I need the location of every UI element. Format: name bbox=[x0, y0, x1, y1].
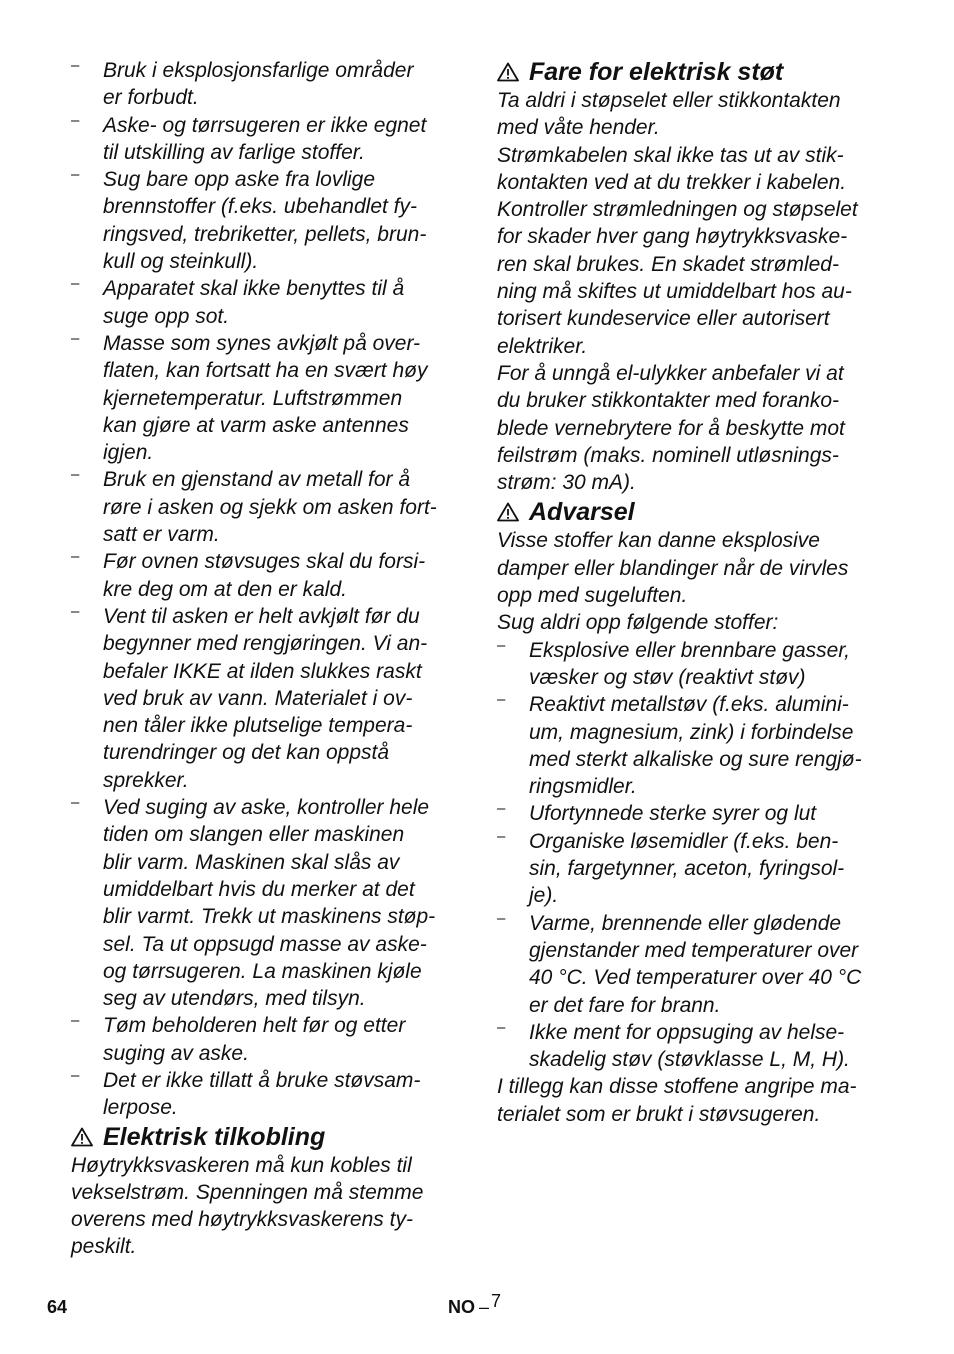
list-item: – Bruk i eksplosjonsfarlige områder er forbudt. bbox=[71, 57, 461, 112]
paragraph: Strømkabelen skal ikke tas ut av stik- kontakten ved at du trekker i kabelen. bbox=[497, 143, 847, 194]
section-page-id bbox=[448, 1291, 502, 1318]
dash-bullet bbox=[497, 637, 505, 654]
paragraph: Kontroller strømledningen og støpselet for skader hver gang høytrykksvaske- ren skal brukes. En skadet strømled- ning må skiftes ut umiddelbart hos au- torisert kundeservice eller autorisert elektriker. bbox=[497, 198, 858, 358]
dash-bullet bbox=[71, 603, 79, 620]
list-item: – Apparatet skal ikke benyttes til å suge opp sot. bbox=[71, 275, 461, 330]
paragraph: For å unngå el-ulykker anbefaler vi at du bruker stikkontakter med foranko- blede vernebrytere for å beskytte mot feilstrøm (maks. nominell utløsnings- strøm: 30 mA). bbox=[497, 361, 845, 495]
section-heading-warning: Advarsel bbox=[497, 497, 889, 527]
dash-bullet bbox=[71, 166, 79, 183]
dash-bullet bbox=[71, 112, 79, 129]
safety-list bbox=[71, 57, 461, 1122]
paragraph: I tillegg kan disse stoffene angripe ma- terialet som er brukt i støvsugeren. bbox=[497, 1075, 857, 1126]
page-dash: – bbox=[479, 1297, 490, 1317]
dash-bullet bbox=[71, 57, 79, 74]
page-number: 64 bbox=[47, 1297, 68, 1317]
warning-triangle-icon bbox=[497, 502, 519, 522]
list-item: – Vent til asken er helt avkjølt før du begynner med rengjøringen. Vi an- befaler IKKE at ilden slukkes raskt ved bruk av vann. Materialet i ov- nen tåler ikke plutselige tempera- turendringer og det kan oppstå sprekker. bbox=[71, 603, 461, 794]
language-code: NO bbox=[448, 1297, 475, 1317]
list-item: – Tøm beholderen helt før og etter suging av aske. bbox=[71, 1012, 461, 1067]
left-column bbox=[71, 57, 461, 1261]
paragraph: Visse stoffer kan danne eksplosive damper eller blandinger når de virvles opp med sugeluften. bbox=[497, 529, 849, 608]
warning-triangle-icon bbox=[497, 62, 519, 82]
list-item: – Det er ikke tillatt å bruke støvsam- lerpose. bbox=[71, 1067, 461, 1122]
dash-bullet bbox=[71, 548, 79, 565]
dash-bullet bbox=[497, 828, 505, 845]
dash-bullet bbox=[497, 691, 505, 708]
dash-bullet bbox=[71, 794, 79, 811]
paragraph: Ta aldri i støpselet eller stikkontakten med våte hender. bbox=[497, 89, 841, 140]
dash-bullet bbox=[71, 1012, 79, 1029]
list-item: – Masse som synes avkjølt på over- flaten, kan fortsatt ha en svært høy kjernetemperatur. Luftstrømmen kan gjøre at varm aske antennes igjen. bbox=[71, 330, 461, 466]
dash-bullet bbox=[497, 1019, 505, 1036]
list-item: – Ved suging av aske, kontroller hele tiden om slangen eller maskinen blir varm. Maskinen skal slås av umiddelbart hvis du merker at det blir varmt. Trekk ut maskinens støp- sel. Ta ut oppsugd masse av aske- og tørrsugeren. La maskinen kjøle seg av utendørs, med tilsyn. bbox=[71, 794, 461, 1012]
section-page-number: 7 bbox=[491, 1291, 502, 1311]
list-item: – Bruk en gjenstand av metall for å røre i asken og sjekk om asken fort- satt er varm. bbox=[71, 466, 461, 548]
list-item: – Ufortynnede sterke syrer og lut bbox=[497, 800, 889, 827]
list-item: – Sug bare opp aske fra lovlige brennstoffer (f.eks. ubehandlet fy- ringsved, trebriketter, pellets, brun- kull og steinkull). bbox=[71, 166, 461, 275]
dash-bullet bbox=[71, 466, 79, 483]
dash-bullet bbox=[71, 330, 79, 347]
list-item: – Eksplosive eller brennbare gasser, væsker og støv (reaktivt støv) bbox=[497, 637, 889, 692]
paragraph: Sug aldri opp følgende stoffer: bbox=[497, 611, 779, 635]
section-heading-electrical-connection: Elektrisk tilkobling bbox=[71, 1122, 461, 1152]
list-item: – Aske- og tørrsugeren er ikke egnet til utskilling av farlige stoffer. bbox=[71, 112, 461, 167]
dash-bullet bbox=[71, 1067, 79, 1084]
warning-triangle-icon bbox=[71, 1127, 93, 1147]
list-item: – Organiske løsemidler (f.eks. ben- sin, fargetynner, aceton, fyringsol- je). bbox=[497, 828, 889, 910]
list-item: – Reaktivt metallstøv (f.eks. alumini- um, magnesium, zink) i forbindelse med sterkt alkaliske og sure rengjø- ringsmidler. bbox=[497, 691, 889, 800]
hazardous-substances-list bbox=[497, 637, 889, 1074]
dash-bullet bbox=[71, 275, 79, 292]
list-item: – Ikke ment for oppsuging av helse- skadelig støv (støvklasse L, M, H). bbox=[497, 1019, 889, 1074]
electrical-connection-text: Høytrykksvaskeren må kun kobles til vekselstrøm. Spenningen må stemme overens med høytrykksvaskerens ty- peskilt. bbox=[71, 1153, 424, 1259]
dash-bullet bbox=[497, 800, 505, 817]
list-item: – Varme, brennende eller glødende gjenstander med temperaturer over 40 °C. Ved temperaturer over 40 °C er det fare for brann. bbox=[497, 910, 889, 1019]
right-column bbox=[497, 57, 889, 1128]
dash-bullet bbox=[497, 910, 505, 927]
list-item: – Før ovnen støvsuges skal du forsi- kre deg om at den er kald. bbox=[71, 548, 461, 603]
section-heading-electric-shock: Fare for elektrisk støt bbox=[497, 57, 889, 87]
